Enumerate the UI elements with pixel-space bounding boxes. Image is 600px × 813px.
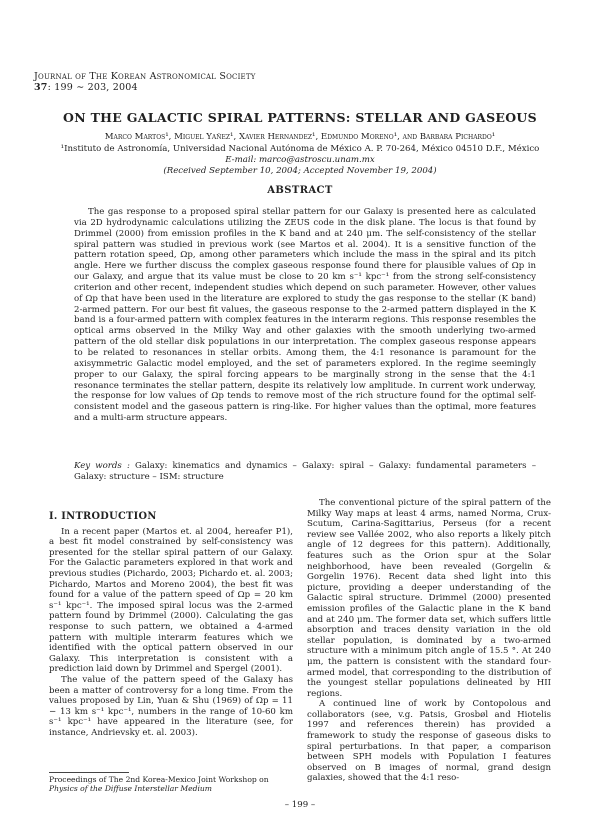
abstract-text: The gas response to a proposed spiral stellar pattern for our Galaxy is presented here as calculated via 2D hydrodynamic calculations utilizing the ZEUS code in the disk plane. The locus is that found by Drimmel (2000) from emission profiles in the K band and at 240 μm. The self-consistency of the stellar spiral pattern was studied in previous work (see Martos et al. 2004). It is a sensitive function of the pattern rotation speed, Ωp, among other parameters which include the mass in the spiral and its pitch angle. Here we further discuss the complex gaseous response found there for plausible values of Ωp in our Galaxy, and argue that its value must be close to 20 km s⁻¹ kpc⁻¹ from the strong self-consistency criterion and other recent, independent studies which depend on such parameter. However, other values of Ωp that have been used in the literature are explored to study the gas response to the stellar (K band) 2-armed pattern. For our best fit values, the gaseous response to the 2-armed pattern displayed in the K band is a four-armed pattern with complex features in the interarm regions. This response resembles the optical arms observed in the Milky Way and other galaxies with the smooth underlying two-armed pattern of the old stellar disk populations in our interpretation. The complex gaseous response appears to be related to resonances in stellar orbits. Among them, the 4:1 resonance is paramount for the axisymmetric Galactic model employed, and the set of parameters explored. In the regime seemingly proper to our Galaxy, the spiral forcing appears to be marginally strong in the sense that the 4:1 resonance terminates the stellar pattern, despite its relatively low amplitude. In current work underway, the response for low values of Ωp tends to remove most of the rich structure found for the optimal self-consistent model and the gaseous pattern is ring-like. For higher values than the optimal, more features and a multi-arm structure appears.	[74, 207, 536, 424]
intro-paragraph: The value of the pattern speed of the Galaxy has been a matter of controversy for a long time. From the values proposed by Lin, Yuan & Shu (1969) of Ωp = 11 − 13 km s⁻¹ kpc⁻¹, numbers in the range of 10-60 km s⁻¹ kpc⁻¹ have appeared in the literature (see, for instance, Andrievsky et. al. 2003).	[49, 674, 293, 738]
journal-pages: : 199 ∼ 203, 2004	[47, 82, 138, 93]
footnote	[49, 775, 293, 794]
footnote-line: Proceedings of The 2nd Korea-Mexico Joint Workshop on	[49, 775, 269, 784]
page-number: – 199 –	[284, 800, 316, 810]
affiliation: ¹Instituto de Astronomía, Universidad Nacional Autónoma de México A. P. 70-264, México 04510 D.F., México	[60, 144, 540, 154]
keywords-text: Galaxy: kinematics and dynamics – Galaxy: spiral – Galaxy: fundamental parameters – Galaxy: structure – ISM: structure	[74, 461, 536, 482]
intro-paragraph: In a recent paper (Martos et. al 2004, hereafer P1), a best fit model constrained by self-consistency was presented for the stellar spiral pattern of our Galaxy. For the Galactic parameters explored in that work and previous studies (Pichardo, 2003; Pichardo et. al. 2003; Pichardo, Martos and Moreno 2004), the best fit was found for a value of the pattern speed of Ωp = 20 km s⁻¹ kpc⁻¹. The imposed spiral locus was the 2-armed pattern found by Drimmel (2000). Calculating the gas response to such pattern, we obtained a 4-armed pattern with multiple interarm features which we identified with the optical pattern observed in our Galaxy. This interpretation is consistent with a prediction laid down by Drimmel and Spergel (2001).	[49, 526, 293, 675]
author-email: E-mail: marco@astroscu.unam.mx	[225, 155, 375, 165]
keywords-label: Key words :	[74, 461, 130, 471]
journal-name: Journal of The Korean Astronomical Society	[34, 71, 256, 82]
right-column	[307, 498, 551, 784]
section-heading-introduction: I. INTRODUCTION	[49, 511, 157, 522]
keywords	[74, 461, 536, 483]
journal-volume-line	[34, 82, 256, 93]
paper-title: ON THE GALACTIC SPIRAL PATTERNS: STELLAR AND GASEOUS	[63, 110, 537, 125]
intro-paragraph: The conventional picture of the spiral pattern of the Milky Way maps at least 4 arms, named Norma, Crux-Scutum, Carina-Sagittarius, Perseus (for a recent review see Vallée 2002, who also reports a likely pitch angle of 12 degrees for this pattern). Additionally, features such as the Orion spur at the Solar neighborhood, have been revealed (Gorgelin & Gorgelin 1976). Recent data shed light into this picture, providing a deeper understanding of the Galactic spiral structure. Drimmel (2000) presented emission profiles of the Galactic plane in the K band and at 240 μm. The former data set, which suffers little absorption and traces density variation in the old stellar population, is dominated by a two-armed structure with a minimum pitch angle of 15.5 °. At 240 μm, the pattern is consistent with the standard four-armed model, that corresponding to the distribution of the youngest stellar populations delineated by HII regions.	[307, 498, 551, 699]
abstract-heading: ABSTRACT	[267, 185, 333, 196]
footnote-rule	[49, 772, 129, 773]
footnote-line: Physics of the Diffuse Interstellar Medium	[49, 784, 213, 794]
intro-paragraph: A continued line of work by Contopolous and collaborators (see, v.g. Patsis, Grosbøl and Hiotelis 1997 and references therein) has provided a framework to study the response of gaseous disks to spiral perturbations. In that paper, a comparison between SPH models with Population I features observed on B images of normal, grand design galaxies, showed that the 4:1 reso-	[307, 699, 551, 784]
received-dates: (Received September 10, 2004; Accepted November 19, 2004)	[163, 166, 437, 176]
left-column	[49, 512, 293, 738]
author-list: Marco Martos¹, Miguel Yañez¹, Xavier Hernandez¹, Edmundo Moreno¹, and Barbara Pichardo¹	[104, 132, 496, 142]
journal-volume: 37	[34, 82, 48, 93]
journal-header	[34, 71, 256, 93]
